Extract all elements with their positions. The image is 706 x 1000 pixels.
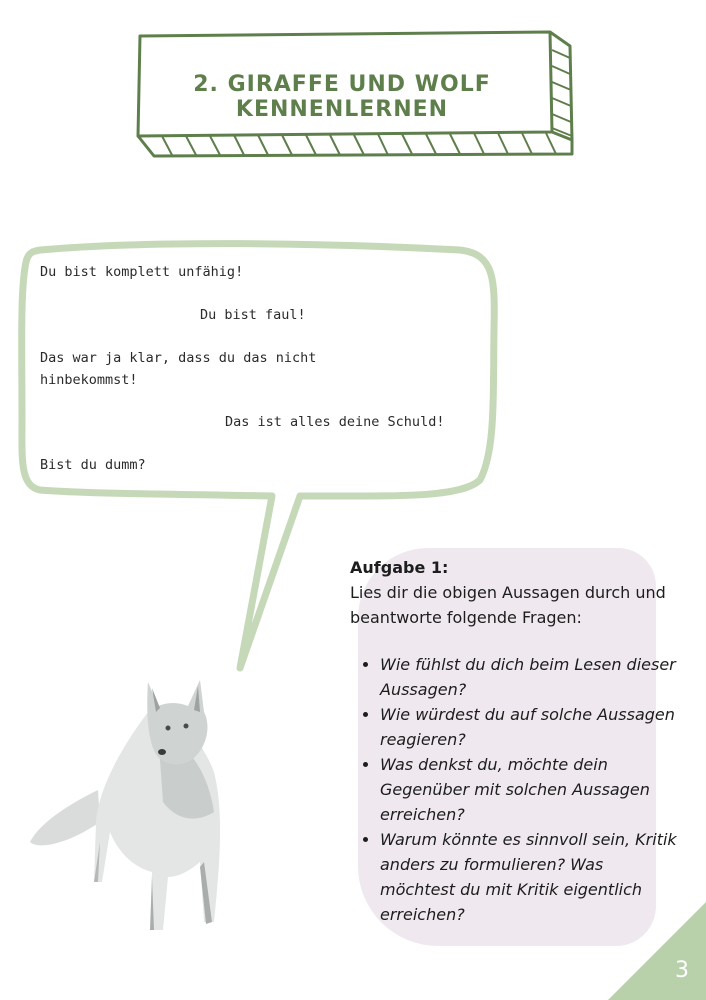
task-heading: Aufgabe 1: (350, 558, 449, 577)
task-intro: Lies dir die obigen Aussagen durch und beantworte folgende Fragen: (350, 583, 666, 627)
question-item: • Was denkst du, möchte dein Gegenüber mit solchen Aussagen erreichen? (380, 752, 680, 827)
statement-2: Du bist faul! (200, 307, 306, 323)
statement-5: Bist du dumm? (40, 457, 146, 473)
question-item: • Wie würdest du auf solche Aussagen reagieren? (380, 702, 680, 752)
question-item: • Warum könnte es sinnvoll sein, Kritik anders zu formulieren? Was möchtest du mit Kritik eigentlich erreichen? (380, 827, 680, 927)
page-title: 2. GIRAFFE UND WOLF KENNENLERNEN (193, 72, 491, 122)
question-item: • Wie fühlst du dich beim Lesen dieser Aussagen? (380, 652, 680, 702)
statement-4: Das ist alles deine Schuld! (225, 414, 445, 430)
page-number: 3 (675, 958, 689, 983)
statement-3: Das war ja klar, dass du das nicht hinbekommst! (40, 350, 325, 388)
statement-1: Du bist komplett unfähig! (40, 264, 244, 280)
